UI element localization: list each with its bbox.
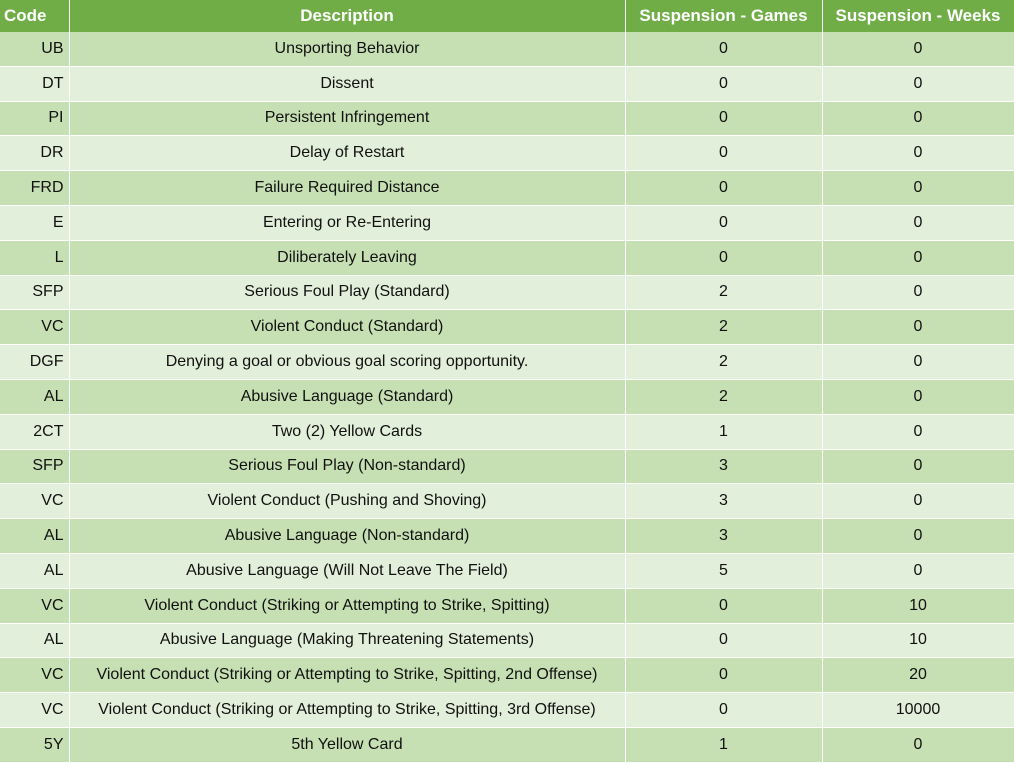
table-row <box>0 101 1014 136</box>
cell-code: DR <box>0 136 69 171</box>
table-row <box>0 32 1014 66</box>
cell-description: Abusive Language (Standard) <box>69 379 625 414</box>
table-row <box>0 66 1014 101</box>
cell-games: 3 <box>625 519 822 554</box>
table-row <box>0 136 1014 171</box>
header-suspension-weeks[interactable]: Suspension - Weeks <box>822 0 1014 32</box>
cell-games: 0 <box>625 693 822 728</box>
cell-code: SFP <box>0 275 69 310</box>
cell-weeks: 0 <box>822 32 1014 66</box>
cell-code: PI <box>0 101 69 136</box>
table-row <box>0 623 1014 658</box>
cell-games: 0 <box>625 171 822 206</box>
cell-games: 5 <box>625 553 822 588</box>
cell-weeks: 0 <box>822 379 1014 414</box>
cell-games: 0 <box>625 623 822 658</box>
cell-games: 2 <box>625 345 822 380</box>
cell-code: DGF <box>0 345 69 380</box>
cell-code: VC <box>0 310 69 345</box>
table-row <box>0 345 1014 380</box>
cell-description: Violent Conduct (Pushing and Shoving) <box>69 484 625 519</box>
cell-games: 3 <box>625 449 822 484</box>
cell-code: L <box>0 240 69 275</box>
table-row <box>0 588 1014 623</box>
table-row <box>0 275 1014 310</box>
cell-games: 3 <box>625 484 822 519</box>
cell-weeks: 0 <box>822 414 1014 449</box>
header-description[interactable]: Description <box>69 0 625 32</box>
cell-weeks: 10 <box>822 623 1014 658</box>
table-row <box>0 553 1014 588</box>
cell-code: VC <box>0 588 69 623</box>
cell-description: Unsporting Behavior <box>69 32 625 66</box>
cell-weeks: 0 <box>822 275 1014 310</box>
cell-code: 5Y <box>0 727 69 762</box>
cell-games: 0 <box>625 588 822 623</box>
cell-description: Denying a goal or obvious goal scoring opportunity. <box>69 345 625 380</box>
cell-description: Violent Conduct (Standard) <box>69 310 625 345</box>
cell-weeks: 0 <box>822 310 1014 345</box>
table-row <box>0 449 1014 484</box>
cell-games: 1 <box>625 414 822 449</box>
cell-description: Abusive Language (Non-standard) <box>69 519 625 554</box>
cell-weeks: 0 <box>822 345 1014 380</box>
cell-code: VC <box>0 658 69 693</box>
cell-code: SFP <box>0 449 69 484</box>
cell-description: Diliberately Leaving <box>69 240 625 275</box>
cell-games: 0 <box>625 658 822 693</box>
table-row <box>0 658 1014 693</box>
cell-description: Dissent <box>69 66 625 101</box>
cell-code: AL <box>0 623 69 658</box>
cell-games: 0 <box>625 66 822 101</box>
cell-games: 0 <box>625 205 822 240</box>
cell-weeks: 0 <box>822 171 1014 206</box>
header-code[interactable]: Code <box>0 0 69 32</box>
cell-description: Abusive Language (Will Not Leave The Field) <box>69 553 625 588</box>
cell-description: Serious Foul Play (Standard) <box>69 275 625 310</box>
table-row <box>0 240 1014 275</box>
cell-description: Serious Foul Play (Non-standard) <box>69 449 625 484</box>
cell-weeks: 0 <box>822 449 1014 484</box>
cell-games: 1 <box>625 727 822 762</box>
cell-code: DT <box>0 66 69 101</box>
cell-weeks: 0 <box>822 205 1014 240</box>
cell-code: VC <box>0 693 69 728</box>
cell-code: AL <box>0 519 69 554</box>
table-row <box>0 379 1014 414</box>
cell-weeks: 10000 <box>822 693 1014 728</box>
cell-games: 0 <box>625 136 822 171</box>
cell-description: Violent Conduct (Striking or Attempting to Strike, Spitting, 3rd Offense) <box>69 693 625 728</box>
cell-code: AL <box>0 379 69 414</box>
table-row <box>0 205 1014 240</box>
cell-games: 0 <box>625 101 822 136</box>
cell-weeks: 20 <box>822 658 1014 693</box>
cell-weeks: 0 <box>822 101 1014 136</box>
cell-code: FRD <box>0 171 69 206</box>
cell-weeks: 0 <box>822 136 1014 171</box>
cell-description: Violent Conduct (Striking or Attempting to Strike, Spitting) <box>69 588 625 623</box>
cell-description: 5th Yellow Card <box>69 727 625 762</box>
table-row <box>0 519 1014 554</box>
table-row <box>0 484 1014 519</box>
cell-games: 2 <box>625 379 822 414</box>
cell-description: Delay of Restart <box>69 136 625 171</box>
cell-weeks: 10 <box>822 588 1014 623</box>
cell-games: 0 <box>625 32 822 66</box>
cell-code: E <box>0 205 69 240</box>
cell-weeks: 0 <box>822 240 1014 275</box>
cell-weeks: 0 <box>822 553 1014 588</box>
cell-games: 2 <box>625 310 822 345</box>
cell-description: Violent Conduct (Striking or Attempting to Strike, Spitting, 2nd Offense) <box>69 658 625 693</box>
table-row <box>0 414 1014 449</box>
cell-code: VC <box>0 484 69 519</box>
cell-description: Persistent Infringement <box>69 101 625 136</box>
cell-code: 2CT <box>0 414 69 449</box>
header-row <box>0 0 1014 32</box>
cell-code: UB <box>0 32 69 66</box>
cell-games: 0 <box>625 240 822 275</box>
table-row <box>0 310 1014 345</box>
table-body <box>0 32 1014 762</box>
cell-description: Failure Required Distance <box>69 171 625 206</box>
cell-description: Two (2) Yellow Cards <box>69 414 625 449</box>
cell-description: Entering or Re-Entering <box>69 205 625 240</box>
cell-games: 2 <box>625 275 822 310</box>
cell-weeks: 0 <box>822 484 1014 519</box>
cell-weeks: 0 <box>822 727 1014 762</box>
table-row <box>0 693 1014 728</box>
table-row <box>0 171 1014 206</box>
cell-code: AL <box>0 553 69 588</box>
header-suspension-games[interactable]: Suspension - Games <box>625 0 822 32</box>
cell-weeks: 0 <box>822 66 1014 101</box>
cell-weeks: 0 <box>822 519 1014 554</box>
table-row <box>0 727 1014 762</box>
cell-description: Abusive Language (Making Threatening Statements) <box>69 623 625 658</box>
